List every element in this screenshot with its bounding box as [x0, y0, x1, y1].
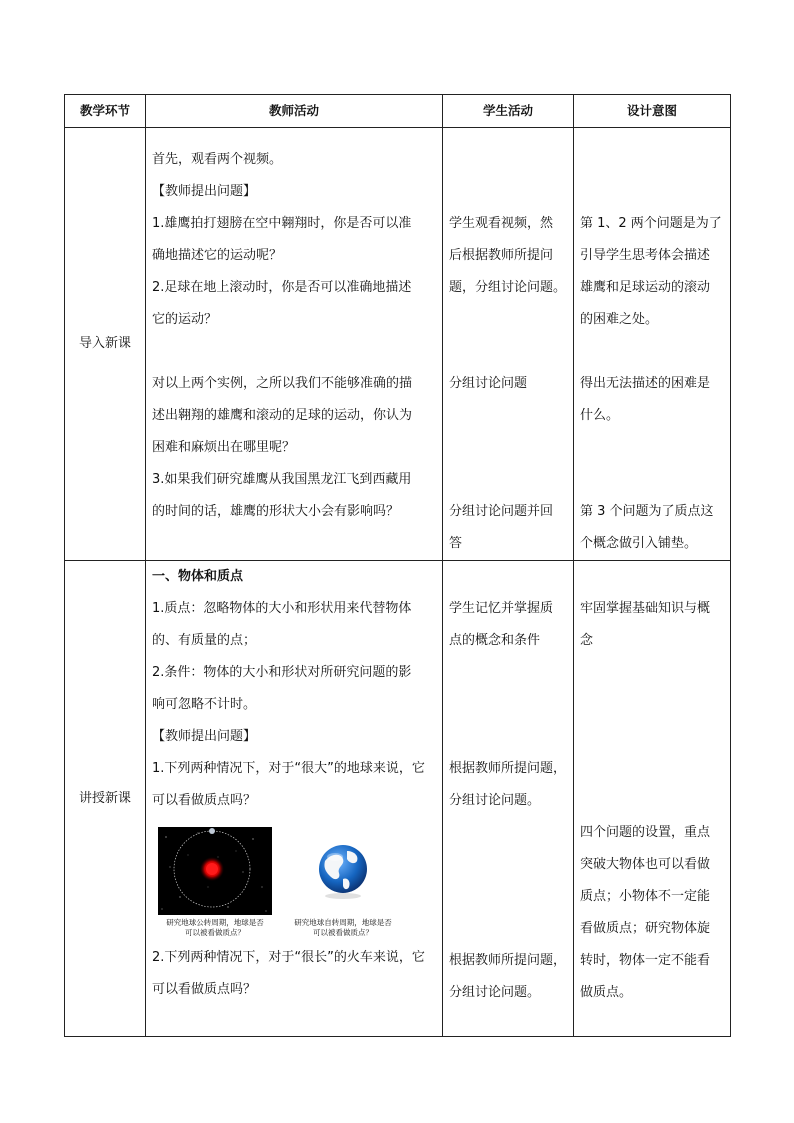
student-line: 分组讨论问题。: [449, 985, 541, 1000]
design-line: 突破大物体也可以看做: [580, 857, 711, 872]
student-line: 根据教师所提问题，: [449, 953, 567, 968]
teacher-line: 可以看做质点吗？: [152, 982, 257, 997]
teacher-teach-cell: [146, 561, 443, 1037]
teacher-line: 响可忽略不计时。: [152, 697, 257, 712]
design-line: 个概念做引入铺垫。: [580, 536, 698, 551]
teacher-line: 困难和麻烦出在哪里呢？: [152, 440, 296, 455]
teacher-line: 的、有质量的点；: [152, 633, 257, 648]
design-line: 引导学生思考体会描述: [580, 248, 711, 263]
header-stage: 教学环节: [65, 95, 146, 128]
globe-image: [286, 827, 400, 915]
header-row: [65, 95, 731, 128]
teacher-line: 它的运动？: [152, 312, 218, 327]
teacher-line: 1.雄鹰拍打翅膀在空中翱翔时，你是否可以准: [152, 216, 412, 231]
caption-rotation: 研究地球自转周期，地球是否 可以被看做质点？: [294, 918, 392, 937]
teacher-line: 1.质点：忽略物体的大小和形状用来代替物体: [152, 601, 412, 616]
section-teach-row: [65, 561, 731, 1037]
header-design: 设计意图: [574, 95, 731, 128]
teacher-line: 确地描述它的运动呢？: [152, 248, 283, 263]
teacher-line: 述出翱翔的雄鹰和滚动的足球的运动，你认为: [152, 408, 413, 423]
student-line: 分组讨论问题并回: [449, 504, 554, 519]
globe-icon: [313, 841, 373, 901]
design-line: 四个问题的设置，重点: [580, 825, 711, 840]
teacher-line: 1.下列两种情况下，对于“很大”的地球来说，它: [152, 761, 425, 776]
caption-orbit: 研究地球公转周期，地球是否 可以被看做质点？: [166, 918, 264, 937]
design-line: 看做质点；研究物体旋: [580, 921, 711, 936]
design-line: 的困难之处。: [580, 312, 659, 327]
figure-orbit: [158, 827, 272, 938]
student-line: 根据教师所提问题，: [449, 761, 567, 776]
orbit-illustration: [158, 827, 272, 915]
teacher-line: 2.足球在地上滚动时，你是否可以准确地描述: [152, 280, 412, 295]
teacher-line: 可以看做质点吗？: [152, 793, 257, 808]
earth-figures: [158, 827, 436, 938]
teacher-line: 2.下列两种情况下，对于“很长”的火车来说，它: [152, 950, 425, 965]
student-intro-cell: [443, 128, 574, 561]
design-line: 牢固掌握基础知识与概: [580, 601, 711, 616]
teacher-line: 首先，观看两个视频。: [152, 152, 283, 167]
figure-rotation: [286, 827, 400, 938]
student-line: 分组讨论问题。: [449, 793, 541, 808]
section-intro-row: [65, 128, 731, 561]
student-line: 答: [449, 536, 463, 551]
student-line: 点的概念和条件: [449, 633, 541, 648]
student-teach-cell: [443, 561, 574, 1037]
teacher-line: 2.条件：物体的大小和形状对所研究问题的影: [152, 665, 412, 680]
teacher-line-gap: [152, 336, 436, 368]
student-line: 分组讨论问题: [449, 376, 528, 391]
teacher-line: 对以上两个实例，之所以我们不能够准确的描: [152, 376, 413, 391]
design-line: 第 1、2 两个问题是为了: [580, 216, 722, 231]
design-intro-cell: [574, 128, 731, 561]
lesson-plan-table: [64, 94, 731, 1037]
student-line: 题，分组讨论问题。: [449, 280, 567, 295]
stage-intro: 导入新课: [65, 128, 146, 561]
teacher-line: 3.如果我们研究雄鹰从我国黑龙江飞到西藏用: [152, 472, 412, 487]
student-line: 学生观看视频，然: [449, 216, 554, 231]
design-line: 得出无法描述的困难是: [580, 376, 711, 391]
design-line: 什么。: [580, 408, 620, 423]
design-line: 做质点。: [580, 985, 633, 1000]
design-line: 第 3 个问题为了质点这: [580, 504, 714, 519]
teacher-line: 的时间的话，雄鹰的形状大小会有影响吗？: [152, 504, 400, 519]
design-line: 雄鹰和足球运动的滚动: [580, 280, 711, 295]
teacher-heading: 一、物体和质点: [152, 569, 244, 584]
student-line: 学生记忆并掌握质: [449, 601, 554, 616]
teacher-line: 【教师提出问题】: [152, 729, 257, 744]
earth-orbit-image: [158, 827, 272, 915]
design-line: 转时，物体一定不能看: [580, 953, 711, 968]
design-line: 念: [580, 633, 594, 648]
design-line: 质点；小物体不一定能: [580, 889, 711, 904]
teacher-intro-cell: [146, 128, 443, 561]
header-student: 学生活动: [443, 95, 574, 128]
design-teach-cell: [574, 561, 731, 1037]
teacher-line: 【教师提出问题】: [152, 184, 257, 199]
student-line: 后根据教师所提问: [449, 248, 554, 263]
stage-teach: 讲授新课: [65, 561, 146, 1037]
header-teacher: 教师活动: [146, 95, 443, 128]
